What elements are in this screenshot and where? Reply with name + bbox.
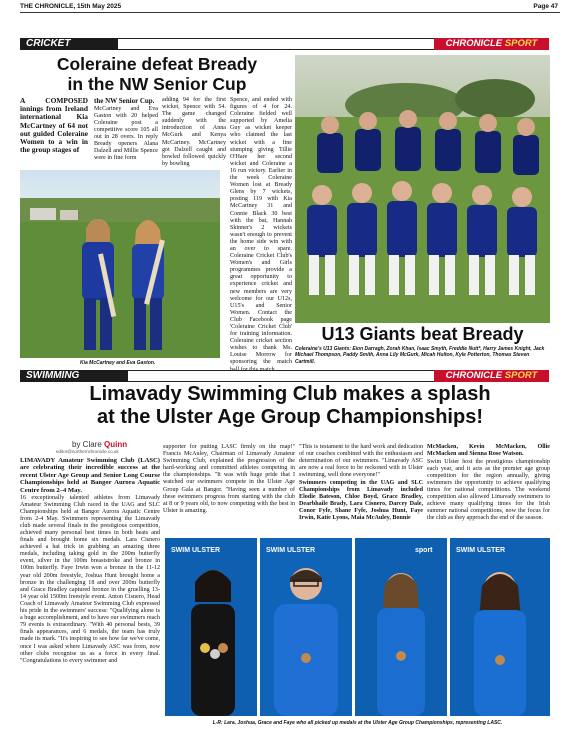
page-number: Page 47: [533, 3, 558, 10]
swimming-headline: Limavady Swimming Club makes a splash at the Ulster Age Group Championships!: [89, 383, 491, 428]
cricket-tag-rule: [118, 38, 434, 50]
swimmer-faye-image: [450, 538, 550, 716]
paper-date: THE CHRONICLE, 15th May 2025: [20, 3, 122, 10]
swimming-column-4: McMacken, Kevin McMacken, Ollie McMacken and Sienna Rose Watson. Swim Ulster host the prestigious championship each year, and it acts as the premier age group competition for the region annually, giving swimmers the opportunity to achieve qualifying times for national competitions. The weekend competition also allowed Limavady swimmers to achieve many qualifying times for the Irish summer national competitions, now the focus for the club as they approach the end of the season.: [427, 444, 550, 522]
kia-eva-photo: [20, 170, 220, 358]
kia-eva-photo-image: [20, 170, 220, 358]
swimming-column-2: supporter for putting LASC firmly on the map!" Francis McAuley, Chairman of Limavady Amateur Swimming Club, explained the progression of the hard-working and committed athletes competing in the championships. "It was with huge pride that I watched our swimmers compete in the Ulster Age Group Gala at Bangor. "Having seen a number of these swimmers progress from starting with the club at 8 or 9 years old, to now competing with the best in Ulster is amazing.: [163, 444, 295, 514]
swimmer-photo-joshua: [260, 538, 352, 716]
swimming-byline: by Clare Quinn: [72, 440, 128, 449]
byline-email[interactable]: editor@northernchronicle.co.uk: [56, 449, 119, 454]
u13-team-photo: [295, 55, 550, 323]
swimmer-photo-lara: [165, 538, 257, 716]
swimmers-caption: L-R: Lara, Joshua, Grace and Faye who all picked up medals at the Ulster Age Group Championships, representing LASC.: [212, 720, 503, 726]
swimmer-grace-image: [355, 538, 447, 716]
banner-sport-text: sport: [415, 547, 433, 554]
swimming-section-tag: SWIMMING: [20, 370, 128, 382]
kia-eva-caption: Kia McCartney and Eva Gaston.: [80, 360, 156, 366]
swimming-column-1: LIMAVADY Amateur Swimming Club (LASC) are celebrating their incredible success at the recent Ulster Age Group and Senior Long Course Championships held at Bangor Aurora Aquatic Centre from 2–4 May. 16 exceptionally talented athletes from Limavady Amateur Swimming Club raced in the UAG and SLC Championships held at Bangor Aurora Aquatic Centre from 2-4 May. Swimmers representing the Limavady club made several finals in the prestigious competition, achieved many personal best times in both heats and finals and brought home six medals. Lara Cisnero achieved a hat trick in grabbing an amazing three medals, including taking gold in the 200m butterfly event, silver in the 100m breaststroke and bronze in 100m butterfly. Faye Irwin won a bronze in the 11-12 year old 200m freestyle, Joshua Hunt brought home a bronze in the challenging 18 and over 200m butterfly and Grace Bradley captured bronze in the gruelling 13-14 year old 1500m freestyle event. Anton Cisnero, Head Coach of Limavady Amateur Swimming Club expressed his pride in the swimmers' success: "Qualifying alone is a huge accomplishment, and to have our swimmers reach 79 events is extraordinary. "With 40 personal bests, 39 finals appearances, and 6 medals, the team has truly made its mark. "It's inspiring to see how far we've come, once I was asked where Limavady ASC was from, now other clubs recognise us as a force in every final. "Congratulations to every swimmer and: [20, 457, 160, 664]
header-rule: [20, 12, 560, 13]
cricket-column-2: the NW Senior Cup. McCartney and Eva Gaston with 20 helped Coleraine post a competitive score 105 all out in 28 overs. In reply Bready openers Alana Dalzell and Millie Spence were in fine form: [94, 97, 158, 162]
banner-text: SWIM ULSTER: [266, 547, 315, 554]
cricket-headline: Coleraine defeat Bready in the NW Senior Cup: [56, 54, 258, 94]
cricket-column-4: Spence, and ended with figures of 4 for 24. Coleraine fielded well supported by Amelia Guy as wicket keeper who claimed the last wicket with a fine stumping giving Tillie O'Hare her second wicket and Coleraine a 16 run victory. Earlier in the week Coleraine Women lost at Bready Glens by 7 wickets, posting 119 with Kia McCartney 31 and Connie Black 30 best with the bat, Hannah Skinner's 2 wickets wasn't enough to prevent the home side win with an over to spare. Coleraine Cricket Club's Women's and Girls programmes provide a great opportunity to experience cricket and new members are very welcome for our U12s, U15's and Senior Women. Contact the Club Facebook page 'Coleraine Cricket Club' for training information. Coleraine cricket section wishes to thank Ms. Louise Morrow for sponsoring the match ball for this match.: [230, 97, 292, 373]
u13-team-photo-image: [295, 55, 550, 323]
cricket-section-tag: CRICKET: [20, 38, 118, 50]
swimming-chronicle-sport-badge: CHRONICLE SPORT: [434, 370, 549, 382]
swimming-column-3: "This is testament to the hard work and dedication of our coaches combined with the enthusiasm and determination of our swimmers. "Limavady ASC are now a real force to be reckoned with in Ulster swimming, well done everyone!" Swimmers competing in the UAG and SLC Championships from Limavady included Elodie Bateson, Chloe Boyd, Grace Bradley, Dearbhaile Brady, Lara Cisnero, Darcey Dale, Conor Fyfe, Shane Fyfe, Joshua Hunt, Faye Irwin, Katie Lyons, Maia McAuley, Bonnie: [299, 444, 423, 522]
swimmer-photo-faye: [450, 538, 550, 716]
swimmer-lara-image: [165, 538, 257, 716]
cricket-lead-paragraph: A COMPOSED innings from Ireland international Kia McCartney of 64 not out guided Coleraine Women to a win in the group stages of: [20, 96, 88, 155]
u13-headline: U13 Giants beat Bready: [321, 324, 524, 344]
swimmer-joshua-image: [260, 538, 352, 716]
u13-caption: Coleraine's U13 Giants: Eion Darragh, Zorah Khan, Isaac Smyth, Freddie Nutt*, Harry James Knight, Jack Michael Thompson, Paddy Smith, Anna Lily McGurk, Micah Hulton, Kyle Potterton, Thomas Steven Cartmill.: [295, 346, 545, 365]
cricket-column-3: adding 94 for the first wicket, Spence with 54. The game changed suddenly with the introduction of Anna McGurk and Kenya McCartney. McCartney got Dalzell caught and bowled followed quickly by bowling: [162, 97, 226, 167]
banner-text: SWIM ULSTER: [171, 547, 220, 554]
cricket-chronicle-sport-badge: CHRONICLE SPORT: [434, 38, 549, 50]
swimming-tag-rule: [128, 370, 434, 382]
swimmer-photo-grace: [355, 538, 447, 716]
banner-text: SWIM ULSTER: [456, 547, 505, 554]
